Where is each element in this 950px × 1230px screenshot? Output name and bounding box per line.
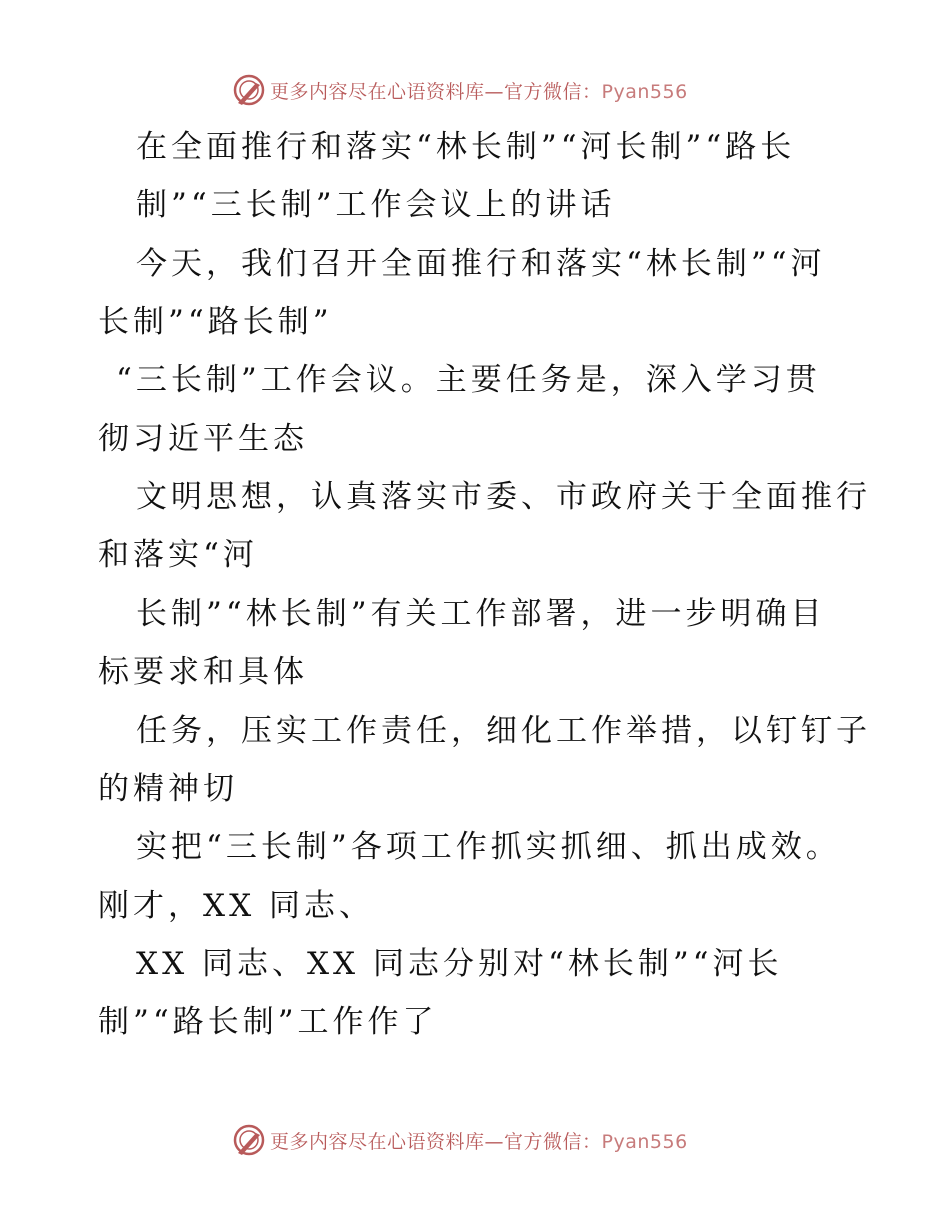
body-line: 和落实“河 [98,537,258,573]
footer-banner-label: 更多内容尽在心语资料库—官方微信： [270,1130,602,1153]
body-line: 在全面推行和落实“林长制”“河长制”“路长 [136,129,796,165]
body-line: 长制”“林长制”有关工作部署，进一步明确目 [136,596,826,632]
body-line: 今天，我们召开全面推行和落实“林长制”“河 [136,246,826,282]
pen-logo-icon [232,1123,266,1157]
body-line: “三长制”工作会议。主要任务是，深入学习贯 [116,362,821,398]
header-wechat-id: Pyan556 [601,80,688,103]
header-banner-label: 更多内容尽在心语资料库—官方微信： [270,80,602,103]
body-line: 任务，压实工作责任，细化工作举措，以钉钉子 [136,713,871,749]
header-banner-text [270,77,688,104]
body-line: 长制”“路长制” [98,304,333,340]
pen-logo-icon [232,73,266,107]
body-line: 标要求和具体 [98,654,308,690]
body-line: 制”“三长制”工作会议上的讲话 [136,187,616,223]
body-line: XX 同志、XX 同志分别对“林长制”“河长 [136,946,783,982]
body-line: 的精神切 [98,771,238,807]
footer-wechat-id: Pyan556 [601,1130,688,1153]
footer-banner [232,1123,688,1157]
body-line: 刚才，XX 同志、 [98,888,374,924]
body-line: 彻习近平生态 [98,421,308,457]
header-banner [232,73,688,107]
body-line: 文明思想，认真落实市委、市政府关于全面推行 [136,479,871,515]
body-line: 实把“三长制”各项工作抓实抓细、抓出成效。 [136,829,841,865]
body-line: 制”“路长制”工作作了 [98,1004,438,1040]
footer-banner-text [270,1127,688,1154]
